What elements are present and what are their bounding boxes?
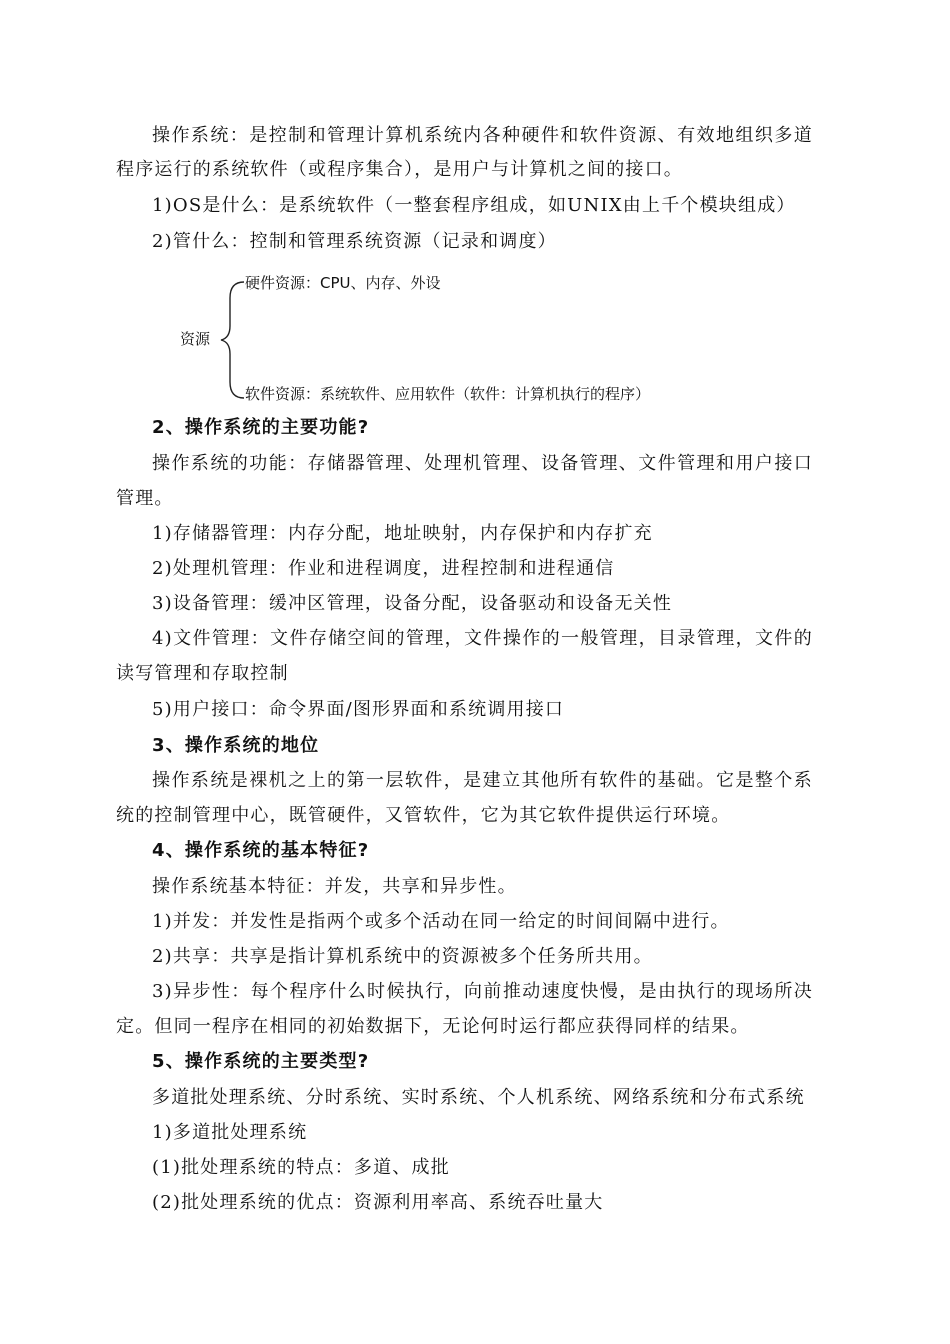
section-5-item-1: 1)多道批处理系统: [152, 1122, 308, 1143]
section-3-body-line-1: 操作系统是裸机之上的第一层软件，是建立其他所有软件的基础。它是整个系: [152, 770, 813, 791]
section-2-intro-line-2: 管理。: [116, 488, 174, 509]
section-5-item-1-sub-1: (1)批处理系统的特点：多道、成批: [152, 1157, 450, 1178]
brace-icon: [218, 276, 248, 406]
section-4-item-1: 1)并发：并发性是指两个或多个活动在同一给定的时间间隔中进行。: [152, 911, 730, 932]
os-what-line: 1)OS是什么：是系统软件（一整套程序组成，如UNIX由上千个模块组成）: [152, 195, 796, 216]
section-4-item-2: 2)共享：共享是指计算机系统中的资源被多个任务所共用。: [152, 946, 653, 967]
section-2-item-2: 2)处理机管理：作业和进程调度，进程控制和进程通信: [152, 558, 615, 579]
os-manage-line: 2)管什么：控制和管理系统资源（记录和调度）: [152, 231, 557, 252]
section-3-heading: 3、操作系统的地位: [152, 735, 320, 756]
definition-line-1: 操作系统：是控制和管理计算机系统内各种硬件和软件资源、有效地组织多道: [152, 125, 813, 146]
section-2-item-1: 1)存储器管理：内存分配，地址映射，内存保护和内存扩充: [152, 523, 653, 544]
section-4-intro: 操作系统基本特征：并发，共享和异步性。: [152, 876, 517, 897]
section-2-item-5: 5)用户接口：命令界面/图形界面和系统调用接口: [152, 699, 565, 720]
section-2-heading: 2、操作系统的主要功能?: [152, 417, 370, 438]
diagram-root-label: 资源: [180, 330, 211, 348]
section-3-body-line-2: 统的控制管理中心，既管硬件，又管软件，它为其它软件提供运行环境。: [116, 805, 731, 826]
section-2-item-4-line-2: 读写管理和存取控制: [116, 663, 289, 684]
section-2-item-4-line-1: 4)文件管理：文件存储空间的管理，文件操作的一般管理，目录管理，文件的: [152, 628, 813, 649]
section-2-intro-line-1: 操作系统的功能：存储器管理、处理机管理、设备管理、文件管理和用户接口: [152, 453, 813, 474]
section-2-item-3: 3)设备管理：缓冲区管理，设备分配，设备驱动和设备无关性: [152, 593, 673, 614]
section-5-intro: 多道批处理系统、分时系统、实时系统、个人机系统、网络系统和分布式系统: [152, 1087, 805, 1108]
section-4-item-3-line-1: 3)异步性：每个程序什么时候执行，向前推动速度快慢，是由执行的现场所决: [152, 981, 813, 1002]
diagram-software-label: 软件资源：系统软件、应用软件（软件：计算机执行的程序）: [245, 385, 651, 403]
diagram-hardware-label: 硬件资源：CPU、内存、外设: [245, 274, 441, 292]
definition-line-2: 程序运行的系统软件（或程序集合），是用户与计算机之间的接口。: [116, 159, 683, 180]
section-5-heading: 5、操作系统的主要类型?: [152, 1051, 370, 1072]
section-4-heading: 4、操作系统的基本特征?: [152, 840, 370, 861]
section-5-item-1-sub-2: (2)批处理系统的优点：资源利用率高、系统吞吐量大: [152, 1192, 604, 1213]
section-4-item-3-line-2: 定。但同一程序在相同的初始数据下，无论何时运行都应获得同样的结果。: [116, 1016, 750, 1037]
